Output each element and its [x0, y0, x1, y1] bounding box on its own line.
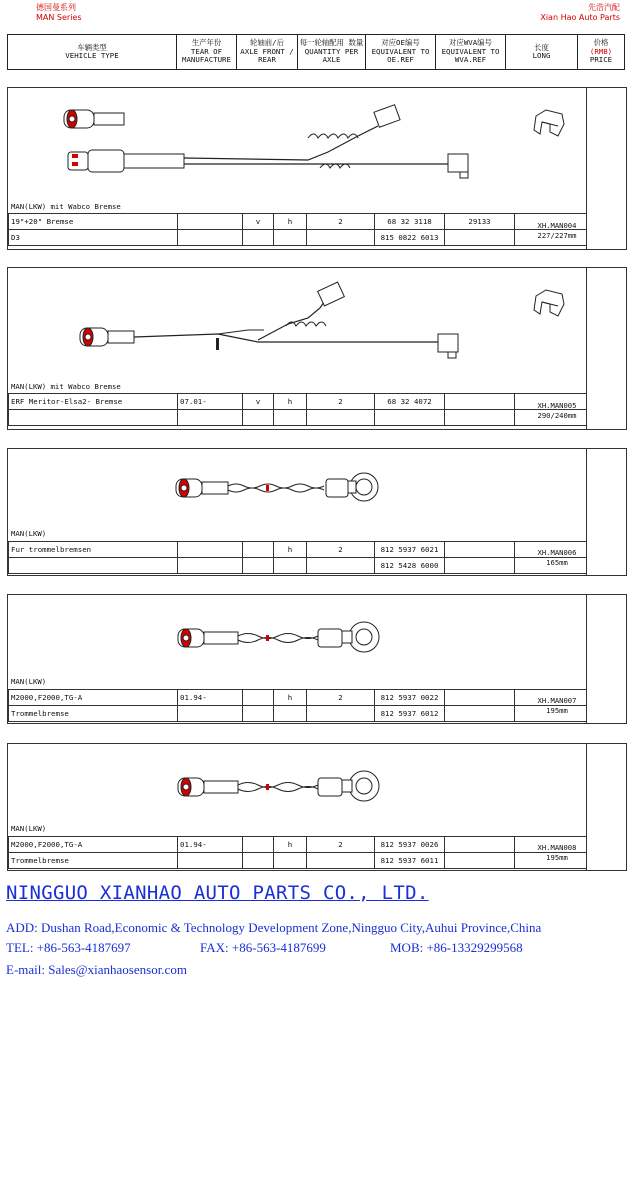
vehicle-group-label: MAN(LKW)	[11, 529, 47, 538]
table-row: D3 815 0822 6013	[9, 230, 587, 246]
table-row: ERF Meritor-Elsa2- Bremse 07.01- v h 2 68 32 4072	[9, 394, 587, 410]
part-code: XH.MAN006 165mm	[537, 548, 577, 567]
col-length: 长度 LONG	[506, 35, 578, 70]
product-block-man005	[7, 267, 627, 430]
series-title-cn: 德国曼系列	[36, 3, 76, 12]
company-mob: MOB: +86-13329299568	[390, 940, 523, 955]
col-oe-ref: 对应OE编号 EQUIVALENT TO OE.REF	[366, 35, 436, 70]
table-row: Trommelbremse 812 5937 6011	[9, 853, 587, 869]
company-address: ADD: Dushan Road,Economic & Technology Development Zone,Ningguo City,Auhui Province,China	[6, 920, 542, 935]
table-row	[9, 410, 587, 426]
col-price: 价格 (RMB) PRICE	[578, 35, 625, 70]
company-tel: TEL: +86-563-4187697	[6, 940, 131, 955]
col-quantity: 每一轮轴配用 数量 QUANTITY PER AXLE	[298, 35, 366, 70]
series-title	[36, 3, 82, 23]
vehicle-group-label: MAN(LKW) mit Wabco Bremse	[11, 202, 121, 211]
sensor-drawing	[8, 595, 586, 675]
col-year: 生产年份 TEAR OF MANUFACTURE	[177, 35, 237, 70]
company-fax: FAX: +86-563-4187699	[200, 940, 326, 955]
part-code: XH.MAN007 195mm	[537, 696, 577, 715]
part-code: XH.MAN008 195mm	[537, 843, 577, 862]
col-wva-ref: 对应WVA编号 EQUIVALENT TO WVA.REF	[436, 35, 506, 70]
part-code: XH.MAN004 227/227mm	[537, 221, 577, 240]
sensor-drawing	[8, 268, 586, 378]
col-axle: 轮轴前/后 AXLE FRONT / REAR	[237, 35, 298, 70]
product-block-man007	[7, 594, 627, 724]
table-row: M2000,F2000,TG-A 01.94- h 2 812 5937 0026	[9, 837, 587, 853]
product-block-man008	[7, 743, 627, 871]
brand-title	[540, 3, 620, 23]
product-table	[8, 393, 587, 426]
product-table	[8, 213, 587, 246]
table-row: M2000,F2000,TG-A 01.94- h 2 812 5937 0022	[9, 690, 587, 706]
sensor-drawing	[8, 449, 586, 529]
product-table	[8, 689, 587, 722]
col-vehicle-type: 车辆类型 VEHICLE TYPE	[8, 35, 177, 70]
vehicle-group-label: MAN(LKW) mit Wabco Bremse	[11, 382, 121, 391]
series-title-en: MAN Series	[36, 13, 82, 22]
product-block-man004	[7, 87, 627, 250]
table-row: Fur trommelbremsen h 2 812 5937 6021	[9, 542, 587, 558]
vehicle-group-label: MAN(LKW)	[11, 677, 47, 686]
product-table	[8, 836, 587, 869]
column-header-table	[7, 34, 625, 70]
sensor-drawing	[8, 88, 586, 198]
product-table	[8, 541, 587, 574]
company-email: E-mail: Sales@xianhaosensor.com	[6, 962, 187, 977]
table-row: 812 5428 6000	[9, 558, 587, 574]
brand-title-cn: 先浩汽配	[588, 3, 620, 12]
vehicle-group-label: MAN(LKW)	[11, 824, 47, 833]
company-name: NINGGUO XIANHAO AUTO PARTS CO., LTD.	[6, 882, 429, 904]
product-block-man006	[7, 448, 627, 576]
clip-icon	[528, 286, 572, 322]
sensor-drawing	[8, 744, 586, 824]
table-row: Trommelbremse 812 5937 6012	[9, 706, 587, 722]
brand-title-en: Xian Hao Auto Parts	[540, 13, 620, 22]
part-code: XH.MAN005 290/240mm	[537, 401, 577, 420]
table-row: 19"+20" Bremse v h 2 68 32 3118 29133	[9, 214, 587, 230]
clip-icon	[528, 106, 572, 142]
